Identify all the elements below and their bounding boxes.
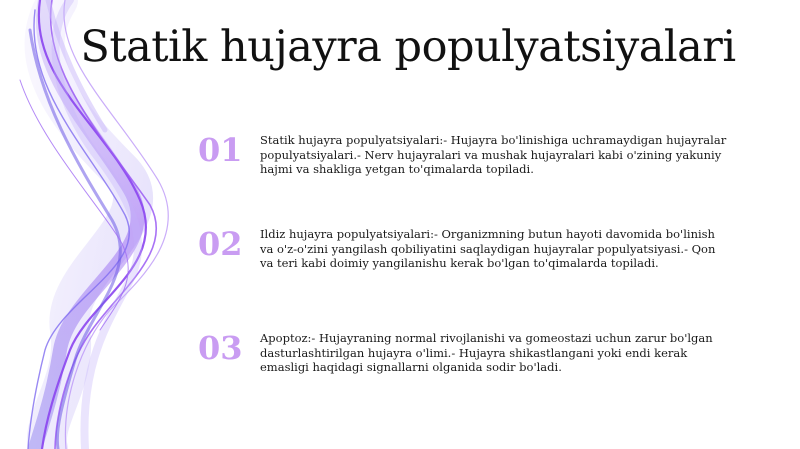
list-item	[196, 133, 736, 193]
item-text: Apoptoz:- Hujayraning normal rivojlanishi va gomeostazi uchun zarur bo'lgan dasturlashtirilgan hujayra o'limi.- Hujayra shikastlangani yoki endi kerak emasligi haqidagi signallarni olganida sodir bo'ladi.	[260, 331, 713, 374]
list-item	[196, 331, 736, 391]
item-number: 02	[198, 225, 243, 263]
item-text: Statik hujayra populyatsiyalari:- Hujayra bo'linishiga uchramaydigan hujayralar populyatsiyalari.- Nerv hujayralari va mushak hujayralari kabi o'zining yakuniy hajmi va shakliga yetgan to'qimalarda topiladi.	[260, 133, 727, 176]
list-item	[196, 227, 736, 287]
slide-title: Statik hujayra populyatsiyalari	[80, 22, 736, 72]
item-number: 01	[198, 131, 243, 169]
item-number: 03	[198, 329, 243, 367]
item-text: Ildiz hujayra populyatsiyalari:- Organizmning butun hayoti davomida bo'linish va o'z-o'zini yangilash qobiliyatini saqlaydigan hujayralar populyatsiyasi.- Qon va teri kabi doimiy yangilanishu kerak bo'lgan to'qimalarda topiladi.	[260, 227, 716, 270]
